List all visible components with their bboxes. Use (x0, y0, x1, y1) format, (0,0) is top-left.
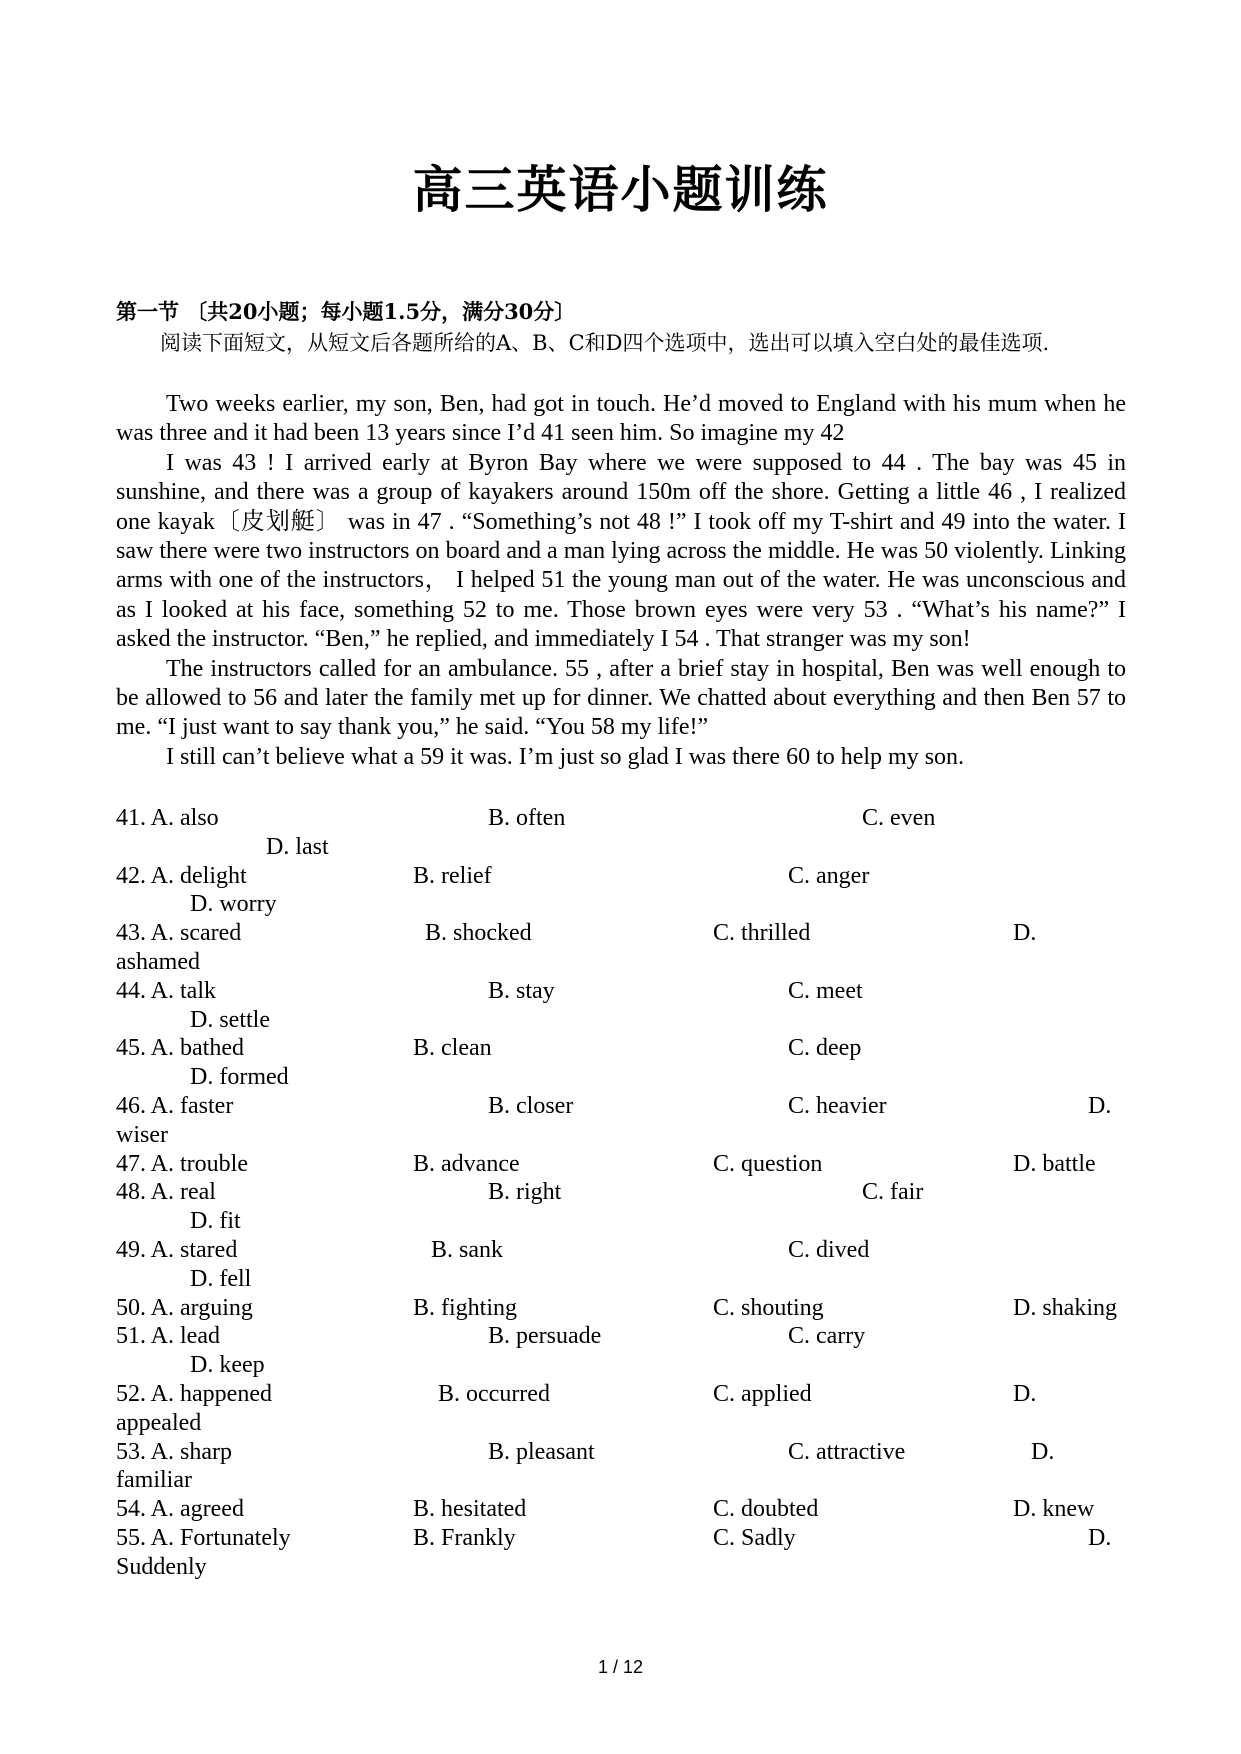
option-c: C. dived (788, 1236, 870, 1263)
option-b: B. advance (413, 1150, 520, 1177)
option-c: C. applied (713, 1380, 812, 1407)
question-options-list (116, 804, 1126, 1582)
option-b: B. fighting (413, 1294, 518, 1321)
option-d: D. (1088, 1524, 1112, 1551)
option-b: B. clean (413, 1035, 492, 1062)
directions-text: 阅读下面短文，从短文后各题所给的A、B、C和D四个选项中，选出可以填入空白处的最佳选项. (160, 331, 1050, 355)
option-d: D. keep (190, 1352, 265, 1379)
option-a: 51. A. lead (116, 1323, 220, 1350)
option-d-text: familiar (116, 1467, 192, 1494)
option-d-text: ashamed (116, 948, 200, 975)
option-a: 44. A. talk (116, 977, 216, 1004)
question-55 (116, 1524, 1126, 1582)
option-a: 49. A. stared (116, 1236, 238, 1263)
question-41 (116, 804, 1126, 862)
passage-paragraph: Two weeks earlier, my son, Ben, had got in touch. He’d moved to England with his mum when he was three and it had been 13 years since I’d 41 seen him. So imagine my 42 (116, 391, 1126, 447)
page-title: 高三英语小题训练 (412, 160, 829, 219)
page-number: 1 / 12 (597, 1657, 644, 1677)
option-a: 48. A. real (116, 1179, 216, 1206)
option-c: C. carry (788, 1323, 866, 1350)
option-c: C. meet (788, 977, 863, 1004)
option-d: D. last (266, 833, 329, 860)
question-49 (116, 1236, 1126, 1294)
option-d-text: wiser (116, 1121, 168, 1148)
question-50 (116, 1294, 1126, 1323)
option-d: D. fell (190, 1265, 252, 1292)
question-53 (116, 1438, 1126, 1496)
option-d-text: Suddenly (116, 1553, 207, 1580)
option-b: B. stay (488, 977, 555, 1004)
section-heading: 第一节 〔共20小题；每小题1.5分，满分30分〕 (116, 299, 576, 324)
option-b: B. Frankly (413, 1524, 516, 1551)
option-c: C. heavier (788, 1092, 887, 1119)
option-a: 52. A. happened (116, 1380, 272, 1407)
reading-passage (116, 390, 1126, 772)
option-a: 53. A. sharp (116, 1438, 232, 1465)
question-43 (116, 919, 1126, 977)
option-b: B. pleasant (488, 1438, 595, 1465)
option-d: D. worry (190, 891, 277, 918)
question-52 (116, 1380, 1126, 1438)
option-b: B. right (488, 1179, 562, 1206)
option-a: 41. A. also (116, 805, 219, 831)
option-c: C. Sadly (713, 1524, 796, 1551)
question-48 (116, 1178, 1126, 1236)
option-a: 46. A. faster (116, 1092, 234, 1119)
option-b: B. shocked (425, 920, 532, 947)
option-d: D. fit (190, 1208, 241, 1235)
question-54 (116, 1495, 1126, 1524)
option-b: B. persuade (488, 1323, 602, 1350)
option-a: 55. A. Fortunately (116, 1524, 291, 1551)
option-d: D. shaking (1013, 1294, 1117, 1321)
question-45 (116, 1034, 1126, 1092)
option-a: 50. A. arguing (116, 1294, 253, 1321)
option-a: 45. A. bathed (116, 1035, 244, 1062)
option-a: 42. A. delight (116, 862, 247, 889)
option-d: D. (1088, 1092, 1112, 1119)
passage-paragraph: I was 43 ! I arrived early at Byron Bay where we were supposed to 44 . The bay was 45 in sunshine, and there was a group of kayakers around 150m off the shore. Getting a little 46 , I realized one kayak〔皮划艇〕 was in 47 . “Something’s not 48 !” I took off my T-shirt and 49 into the water. I saw there were two instructors on board and a man lying across the middle. He was 50 violently. Linking arms with one of the instructors， I helped 51 the young man out of the water. He was unconscious and as I looked at his face, something 52 to me. Those brown eyes were very 53 . “What’s his name?” I asked the instructor. “Ben,” he replied, and immediately I 54 . That stranger was my son! (116, 449, 1126, 653)
option-d: D. knew (1013, 1496, 1095, 1523)
passage-paragraph: The instructors called for an ambulance. 55 , after a brief stay in hospital, Ben was well enough to be allowed to 56 and later the family met up for dinner. We chatted about everything and then Ben 57 to me. “I just want to say thank you,” he said. “You 58 my life!” (116, 655, 1126, 741)
option-c: C. thrilled (713, 920, 811, 947)
option-c: C. attractive (788, 1438, 906, 1465)
question-51 (116, 1322, 1126, 1380)
passage-paragraph: I still can’t believe what a 59 it was. I’m just so glad I was there 60 to help my son. (166, 743, 965, 770)
question-47 (116, 1150, 1126, 1179)
option-d: D. battle (1013, 1150, 1096, 1177)
option-b: B. relief (413, 862, 492, 889)
option-d-text: appealed (116, 1409, 202, 1436)
option-d: D. formed (190, 1064, 289, 1091)
option-a: 54. A. agreed (116, 1496, 244, 1523)
option-c: C. doubted (713, 1496, 819, 1523)
option-d: D. (1013, 1380, 1037, 1407)
option-a: 43. A. scared (116, 920, 242, 947)
option-d: D. (1013, 920, 1037, 947)
option-c: C. question (713, 1150, 823, 1177)
option-c: C. fair (862, 1179, 924, 1206)
question-46 (116, 1092, 1126, 1150)
question-42 (116, 862, 1126, 920)
option-a: 47. A. trouble (116, 1150, 248, 1177)
option-c: C. even (862, 805, 936, 831)
option-d: D. settle (190, 1006, 270, 1033)
option-b: B. sank (431, 1236, 503, 1263)
question-44 (116, 977, 1126, 1035)
option-d: D. (1031, 1438, 1055, 1465)
option-b: B. occurred (438, 1380, 550, 1407)
option-b: B. closer (488, 1092, 574, 1119)
option-c: C. deep (788, 1035, 862, 1062)
option-b: B. hesitated (413, 1496, 527, 1523)
option-c: C. shouting (713, 1294, 824, 1321)
option-c: C. anger (788, 862, 870, 889)
option-b: B. often (488, 805, 566, 831)
